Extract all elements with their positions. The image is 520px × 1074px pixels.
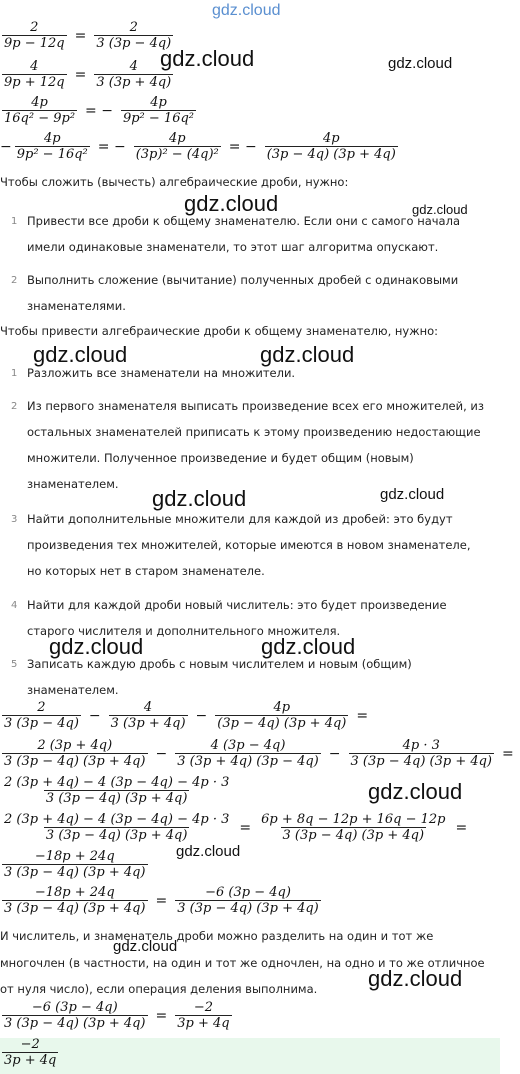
list-number: 1	[11, 216, 18, 227]
list-item: имели одинаковые знаменатели, то этот шаг алгоритма опускают.	[27, 240, 439, 254]
intro-text: Чтобы сложить (вычесть) алгебраические дроби, нужно:	[0, 175, 349, 189]
fraction: $\frac{6p + 8q - 12p + 16q - 12p}{3 (3p - 4q) (3p + 4q)}$	[261, 812, 446, 843]
watermark: gdz.cloud	[49, 634, 144, 659]
equation-line: − $\frac{4p}{\text{9p² − 16q²}}$ = − $\frac{4p}{\text{(3p)² − (4q)²}}$ = − $\frac{4p}{(3p - 4q) (3p + 4q)}$	[0, 131, 396, 162]
answer	[0, 1037, 60, 1068]
list-item: множители. Полученное произведение и будет общим (новым)	[27, 451, 414, 465]
watermark: gdz.cloud	[368, 966, 463, 991]
equation-line	[0, 849, 150, 880]
watermark: gdz.cloud	[113, 938, 178, 955]
equation-line	[0, 775, 233, 806]
equation-line: $\frac{4}{9p + 12q}$ = $\frac{4}{3 (3p + 4q)}$	[4, 59, 172, 90]
watermark: gdz.cloud	[152, 486, 247, 511]
equation-line: $\frac{2 (3p + 4q)}{3 (3p - 4q) (3p + 4q)}$ − $\frac{4 (3p - 4q)}{3 (3p + 4q) (3p - 4q)}$ − $\frac{4p \cdot 3}{3 (3p - 4q) (3p + 4q)}$ =	[4, 738, 514, 769]
watermark: gdz.cloud	[160, 46, 255, 71]
fraction: $\frac{2 (3p + 4q) - 4 (3p - 4q) - 4p \cdot 3}{3 (3p - 4q) (3p + 4q)}$	[4, 775, 230, 806]
fraction: $\frac{4p}{\text{9p² − 16q²}}$	[16, 131, 88, 162]
equation-line: $\frac{2}{3 (3p - 4q)}$ − $\frac{4}{3 (3p + 4q)}$ − $\frac{4p}{(3p - 4q) (3p + 4q)}$ =	[4, 700, 369, 731]
fraction: $\frac{-2}{3p + 4q}$	[4, 1037, 57, 1068]
watermark: gdz.cloud	[212, 2, 281, 19]
fraction: $\frac{-6 (3p - 4q)}{3 (3p - 4q) (3p + 4q)}$	[177, 885, 319, 916]
list-item: Выполнить сложение (вычитание) полученных дробей с одинаковыми	[27, 273, 459, 287]
watermark: gdz.cloud	[184, 191, 279, 216]
watermark: gdz.cloud	[33, 342, 128, 367]
fraction: $\frac{4}{3 (3p + 4q)}$	[96, 59, 172, 90]
fraction: $\frac{4p}{\text{9p² − 16q²}}$	[122, 95, 195, 126]
watermark: gdz.cloud	[380, 486, 445, 503]
list-number: 5	[11, 659, 18, 670]
list-number: 2	[11, 401, 18, 412]
watermark: gdz.cloud	[260, 342, 355, 367]
list-item: остальных знаменателей приписать к этому произведению недостающие	[27, 425, 481, 439]
equation-line: $\frac{-18p + 24q}{3 (3p - 4q) (3p + 4q)}$ = $\frac{-6 (3p - 4q)}{3 (3p - 4q) (3p + 4q)}$	[4, 885, 319, 916]
list-item: Найти дополнительные множители для каждой из дробей: это будут	[27, 512, 453, 526]
watermark: gdz.cloud	[412, 202, 468, 217]
list-item: старого числителя и дополнительного множителя.	[27, 624, 341, 638]
list-item: Записать каждую дробь с новым числителем и новым (общим)	[27, 657, 412, 671]
equation-line: $\frac{2}{9p - 12q}$ = $\frac{2}{3 (3p - 4q)}$	[4, 20, 172, 51]
list-item: знаменателем.	[27, 477, 119, 491]
equation-line: $\frac{-6 (3p - 4q)}{3 (3p - 4q) (3p + 4q)}$ = $\frac{-2}{3p + 4q}$	[4, 1000, 230, 1031]
list-item: Из первого знаменателя выписать произведение всех его множителей, из	[27, 399, 484, 413]
list-item: знаменателями.	[27, 299, 126, 313]
watermark: gdz.cloud	[368, 779, 463, 804]
watermark: gdz.cloud	[388, 55, 453, 72]
fraction: $\frac{4p \cdot 3}{3 (3p - 4q) (3p + 4q)}$	[350, 738, 493, 769]
note-text: И числитель, и знаменатель дроби можно разделить на один и тот же	[0, 929, 434, 943]
fraction: $\frac{2 (3p + 4q)}{3 (3p - 4q) (3p + 4q)}$	[4, 738, 146, 769]
watermark: gdz.cloud	[176, 843, 241, 860]
list-item: Привести все дроби к общему знаменателю. Если они с самого начала	[27, 214, 461, 228]
list-item: но которых нет в старом знаменателе.	[27, 564, 265, 578]
fraction: $\frac{-2}{3p + 4q}$	[177, 1000, 230, 1031]
list-number: 1	[11, 368, 18, 379]
answer-box	[0, 1038, 500, 1074]
list-number: 3	[11, 514, 18, 525]
fraction: $\frac{4 (3p - 4q)}{3 (3p + 4q) (3p - 4q)}$	[177, 738, 319, 769]
fraction: $\frac{-6 (3p - 4q)}{3 (3p - 4q) (3p + 4q)}$	[4, 1000, 146, 1031]
note-text: многочлен (в частности, на один и тот же одночлен, на одно и то же отличное	[0, 956, 485, 970]
list-item: произведения тех множителей, которые имеются в новом знаменателе,	[27, 538, 471, 552]
list-number: 4	[11, 600, 18, 611]
list-item: знаменателем.	[27, 683, 119, 697]
list-item: Найти для каждой дроби новый числитель: это будет произведение	[27, 598, 447, 612]
list-item: Разложить все знаменатели на множители.	[27, 366, 296, 380]
fraction: $\frac{-18p + 24q}{3 (3p - 4q) (3p + 4q)}$	[4, 849, 146, 880]
equation-line: $\frac{2 (3p + 4q) - 4 (3p - 4q) - 4p \cdot 3}{3 (3p - 4q) (3p + 4q)}$ = $\frac{6p + 8q - 12p + 16q - 12p}{3 (3p - 4q) (3p + 4q)}$ =	[4, 812, 468, 843]
fraction: $\frac{4}{9p + 12q}$	[4, 59, 65, 90]
intro-text: Чтобы привести алгебраические дроби к общему знаменателю, нужно:	[0, 324, 439, 338]
equation-line: $\frac{4p}{\text{16q² − 9p²}}$ = − $\frac{4p}{\text{9p² − 16q²}}$	[4, 95, 195, 126]
fraction: $\frac{4p}{\text{16q² − 9p²}}$	[4, 95, 76, 126]
note-text: от нуля число), если операция деления выполнима.	[0, 982, 318, 996]
fraction: $\frac{2}{3 (3p - 4q)}$	[96, 20, 172, 51]
fraction: $\frac{4p}{(3p - 4q) (3p + 4q)}$	[266, 131, 396, 162]
fraction: $\frac{2}{3 (3p - 4q)}$	[4, 700, 79, 731]
fraction: $\frac{-18p + 24q}{3 (3p - 4q) (3p + 4q)}$	[4, 885, 146, 916]
fraction: $\frac{2}{9p - 12q}$	[4, 20, 65, 51]
fraction: $\frac{4}{3 (3p + 4q)}$	[110, 700, 186, 731]
fraction: $\frac{4p}{\text{(3p)² − (4q)²}}$	[135, 131, 219, 162]
fraction: $\frac{2 (3p + 4q) - 4 (3p - 4q) - 4p \cdot 3}{3 (3p - 4q) (3p + 4q)}$	[4, 812, 230, 843]
fraction: $\frac{4p}{(3p - 4q) (3p + 4q)}$	[217, 700, 347, 731]
watermark: gdz.cloud	[261, 634, 356, 659]
list-number: 2	[11, 275, 18, 286]
